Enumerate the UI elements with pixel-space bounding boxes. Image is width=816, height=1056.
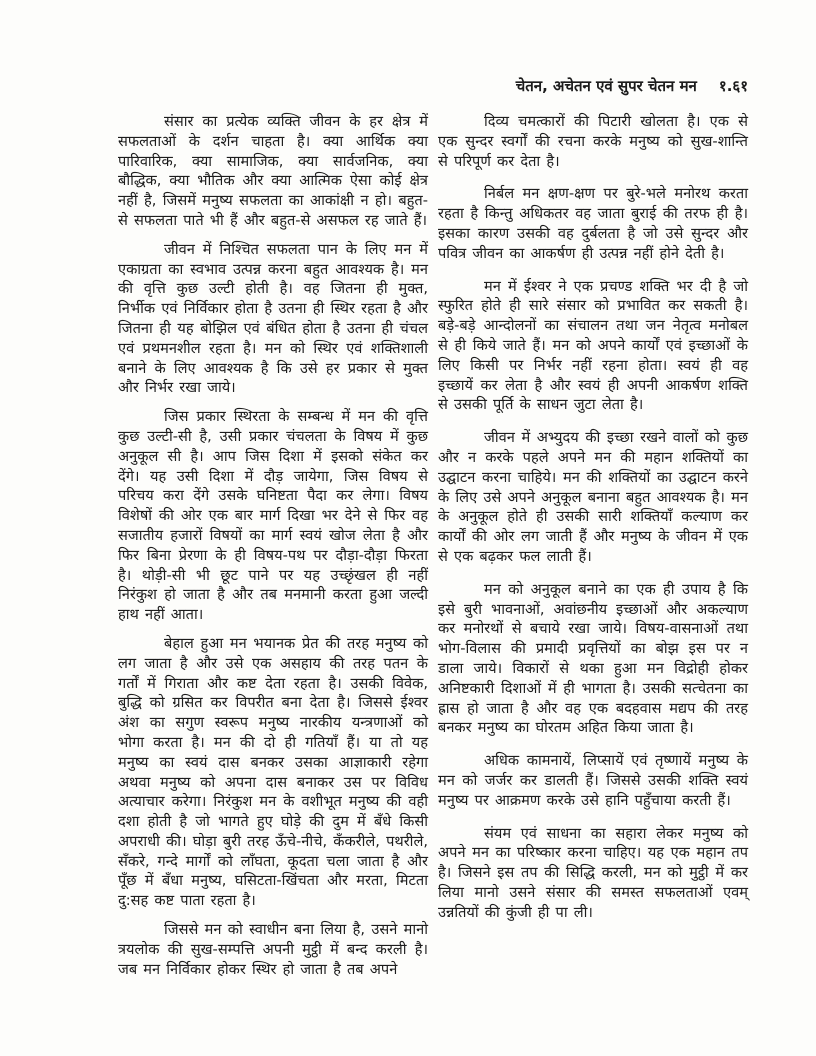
paragraph: मन में ईश्वर ने एक प्रचण्ड शक्ति भर दी है जो स्फुरित होते ही सारे संसार को प्रभावित कर सकती है। बड़े-बड़े आन्दोलनों का संचालन तथा जन नेतृत्व मनोबल से ही किये जाते हैं। मन को अपने कार्यों एवं इच्छाओं के लिए किसी पर निर्भर नहीं रहना होता। स्वयं ही वह इच्छायें कर लेता है और स्वयं ही अपनी आकर्षण शक्ति से उसकी पूर्ति के साधन जुटा लेता है। [438,277,748,414]
left-column [118,112,428,979]
running-header [118,76,748,96]
paragraph: अधिक कामनायें, लिप्सायें एवं तृष्णायें मनुष्य के मन को जर्जर कर डालती हैं। जिससे उसकी शक्ति स्वयं मनुष्य पर आक्रमण करके उसे हानि पहुँचाया करती हैं। [438,752,748,809]
paragraph: बेहाल हुआ मन भयानक प्रेत की तरह मनुष्य को लग जाता है और उसे एक असहाय की तरह पतन के गर्तों में गिराता और कष्ट देता रहता है। उसकी विवेक, बुद्धि को ग्रसित कर विपरीत बना देता है। जिससे ईश्वर अंश का सगुण स्वरूप मनुष्य नारकीय यन्त्रणाओं को भोगा करता है। मन की दो ही गतियाँ हैं। या तो यह मनुष्य का स्वयं दास बनकर उसका आज्ञाकारी रहेगा अथवा मनुष्य को अपना दास बनाकर उस पर विविध अत्याचार करेगा। निरंकुश मन के वशीभूत मनुष्य की वही दशा होती है जो भागते हुए घोड़े की दुम में बँधे किसी अपराधी की। घोड़ा बुरी तरह ऊँचे-नीचे, कँकरीले, पथरीले, सँकरे, गन्दे मार्गों को लाँघता, कूदता चला जाता है और पूँछ में बँधा मनुष्य, घसिटता-खिंचता और मरता, मिटता दु:सह कष्ट पाता रहता है। [118,634,428,910]
paragraph: संयम एवं साधना का सहारा लेकर मनुष्य को अपने मन का परिष्कार करना चाहिए। यह एक महान तप है। जिसने इस तप की सिद्धि करली, मन को मुट्ठी में कर लिया मानो उसने संसार की समस्त सफलताओं एवम् उन्नतियों की कुंजी ही पा ली। [438,824,748,921]
right-column [438,112,748,979]
paragraph: जीवन में निश्चित सफलता पान के लिए मन में एकाग्रता का स्वभाव उत्पन्न करना बहुत आवश्यक है। मन की वृत्ति कुछ उल्टी होती है। वह जितना ही मुक्त, निर्भीक एवं निर्विकार होता है उतना ही स्थिर रहता है और जितना ही यह बोझिल एवं बंधित होता है उतना ही चंचल एवं प्रथमनशील रहता है। मन को स्थिर एवं शक्तिशाली बनाने के लिए आवश्यक है कि उसे हर प्रकार से मुक्त और निर्भर रखा जाये। [118,240,428,397]
paragraph: निर्बल मन क्षण-क्षण पर बुरे-भले मनोरथ करता रहता है किन्तु अधिकतर वह जाता बुराई की तरफ ही है। इसका कारण उसकी वह दुर्बलता है जो उसे सुन्दर और पवित्र जीवन का आकर्षण ही उत्पन्न नहीं होने देती है। [438,185,748,262]
paragraph: मन को अनुकूल बनाने का एक ही उपाय है कि इसे बुरी भावनाओं, अवांछनीय इच्छाओं और अकल्याण कर मनोरथों से बचाये रखा जाये। विषय-वासनाओं तथा भोग-विलास की प्रमादी प्रवृत्तियों का बोझ इस पर न डाला जाये। विकारों से थका हुआ मन विद्रोही होकर अनिष्टकारी दिशाओं में ही भागता है। उसकी सत्चेतना का ह्रास हो जाता है और वह एक बदहवास मद्यप की तरह बनकर मनुष्य का घोरतम अहित किया जाता है। [438,580,748,737]
paragraph: संसार का प्रत्येक व्यक्ति जीवन के हर क्षेत्र में सफलताओं के दर्शन चाहता है। क्या आर्थिक क्या पारिवारिक, क्या सामाजिक, क्या सार्वजनिक, क्या बौद्धिक, क्या भौतिक और क्या आत्मिक ऐसा कोई क्षेत्र नहीं है, जिसमें मनुष्य सफलता का आकांक्षी न हो। बहुत-से सफलता पाते भी हैं और बहुत-से असफल रह जाते हैं। [118,113,428,229]
text-columns [118,112,748,979]
paragraph: जीवन में अभ्युदय की इच्छा रखने वालों को कुछ और न करके पहले अपने मन की महान शक्तियों का उद्घाटन करना चाहिये। मन की शक्तियों का उद्घाटन करने के लिए उसे अपने अनुकूल बनाना बहुत आवश्यक है। मन के अनुकूल होते ही उसकी सारी शक्तियाँ कल्याण कर कार्यों की ओर लग जाती हैं और मनुष्य के जीवन में एक से एक बढ़कर फल लाती हैं। [438,429,748,565]
paragraph: दिव्य चमत्कारों की पिटारी खोलता है। एक से एक सुन्दर स्वर्गों की रचना करके मनुष्य को सुख-शान्ति से परिपूर्ण कर देता है। [438,113,748,170]
paragraph: जिस प्रकार स्थिरता के सम्बन्ध में मन की वृत्ति कुछ उल्टी-सी है, उसी प्रकार चंचलता के विषय में कुछ अनुकूल सी है। आप जिस दिशा में इसको संकेत कर देंगे। यह उसी दिशा में दौड़ जायेगा, जिस विषय से परिचय करा देंगे उसके घनिष्टता पैदा कर लेगा। विषय विशेषों की ओर एक बार मार्ग दिखा भर देने से फिर वह सजातीय हजारों विषयों का मार्ग स्वयं खोज लेता है और फिर बिना प्रेरणा के ही विषय-पथ पर दौड़ा-दौड़ा फिरता है। थोड़ी-सी भी छूट पाने पर यह उच्छृंखल ही नहीं निरंकुश हो जाता है और तब मनमानी करता हुआ जल्दी हाथ नहीं आता। [118,408,428,624]
page-number: १.६१ [718,77,748,95]
chapter-title: चेतन, अचेतन एवं सुपर चेतन मन [515,77,697,95]
paragraph: जिससे मन को स्वाधीन बना लिया है, उसने मानो त्रयलोक की सुख-सम्पत्ति अपनी मुट्ठी में बन्द करली है। जब मन निर्विकार होकर स्थिर हो जाता है तब अपने [118,921,428,978]
